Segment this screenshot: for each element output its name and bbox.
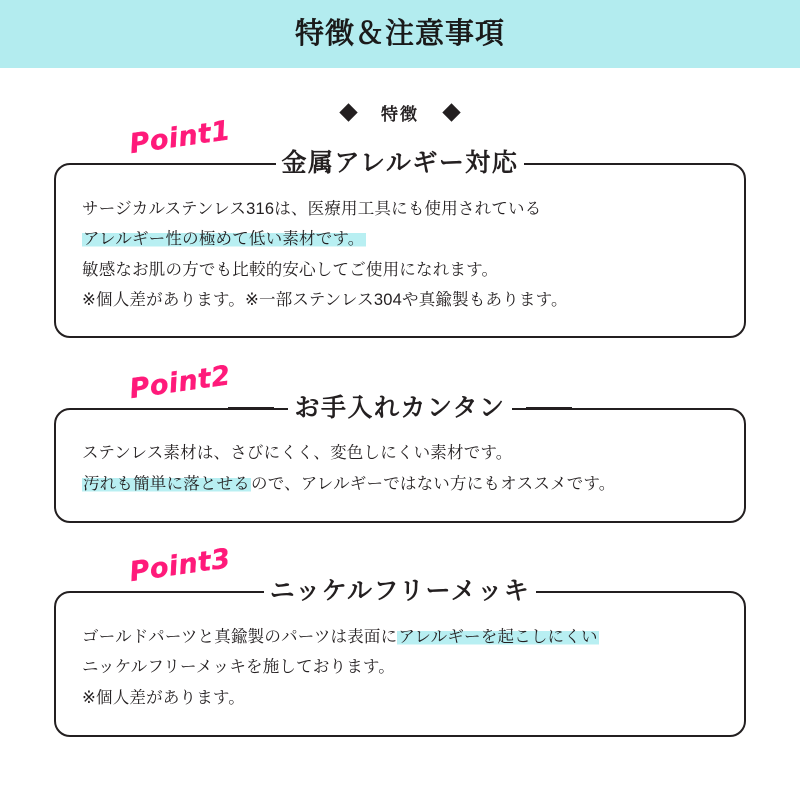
body-text: ステンレス素材は、さびにくく、変色しにくい素材です。 (82, 444, 513, 463)
diamond-icon (339, 103, 357, 121)
body-text-highlighted: 汚れも簡単に落とせる (83, 474, 250, 493)
rule-right (550, 591, 596, 594)
rule-right (526, 407, 572, 410)
page-title: 特徴＆注意事項 (294, 17, 505, 50)
diamond-icon (442, 103, 460, 121)
body-text: ので、アレルギーではない方にもオススメです。 (251, 474, 616, 493)
body-line (82, 652, 718, 683)
point-block (54, 359, 746, 524)
point-card-header (82, 578, 718, 606)
point-card-title: ニッケルフリーメッキ (264, 578, 537, 606)
body-text: ※個人差があります。 (82, 688, 246, 707)
rule-left (216, 163, 262, 166)
header-banner (0, 0, 800, 68)
body-line (82, 438, 718, 469)
point-card-title: 金属アレルギー対応 (276, 150, 525, 178)
point-card (54, 577, 746, 737)
point-card-header (82, 395, 718, 423)
body-text: 敏感なお肌の方でも比較的安心してご使用になれます。 (82, 260, 499, 279)
point-card (54, 149, 746, 338)
rule-left (204, 591, 250, 594)
point-card-header (82, 150, 718, 178)
point-block (54, 115, 746, 338)
rule-left (228, 407, 274, 410)
body-line (82, 194, 718, 225)
section-label (0, 100, 800, 125)
body-line (82, 469, 718, 500)
body-text: ニッケルフリーメッキを施しております。 (82, 658, 396, 677)
body-text-highlighted: アレルギー性の極めて低い素材です。 (83, 230, 365, 249)
section-label-text: 特徴 (381, 105, 419, 124)
body-text-highlighted: アレルギーを起こしにくい (398, 627, 598, 646)
body-line (82, 255, 718, 286)
body-line (82, 683, 718, 714)
body-line (82, 285, 718, 316)
body-text: ※個人差があります。※一部ステンレス304や真鍮製もあります。 (82, 291, 568, 310)
point-badge: Point3 (127, 543, 233, 589)
body-text: サージカルステンレス316は、医療用工具にも使用されている (82, 199, 542, 218)
point-block (54, 543, 746, 737)
point-badge: Point1 (127, 115, 233, 160)
point-card (54, 393, 746, 524)
point-card-body (82, 438, 718, 499)
body-line (82, 622, 718, 653)
rule-right (538, 163, 584, 166)
point-card-body (82, 622, 718, 714)
body-line (82, 224, 718, 255)
point-card-title: お手入れカンタン (288, 395, 511, 423)
point-badge: Point2 (127, 359, 233, 405)
point-card-body (82, 194, 718, 316)
body-text: ゴールドパーツと真鍮製のパーツは表面に (82, 627, 398, 646)
